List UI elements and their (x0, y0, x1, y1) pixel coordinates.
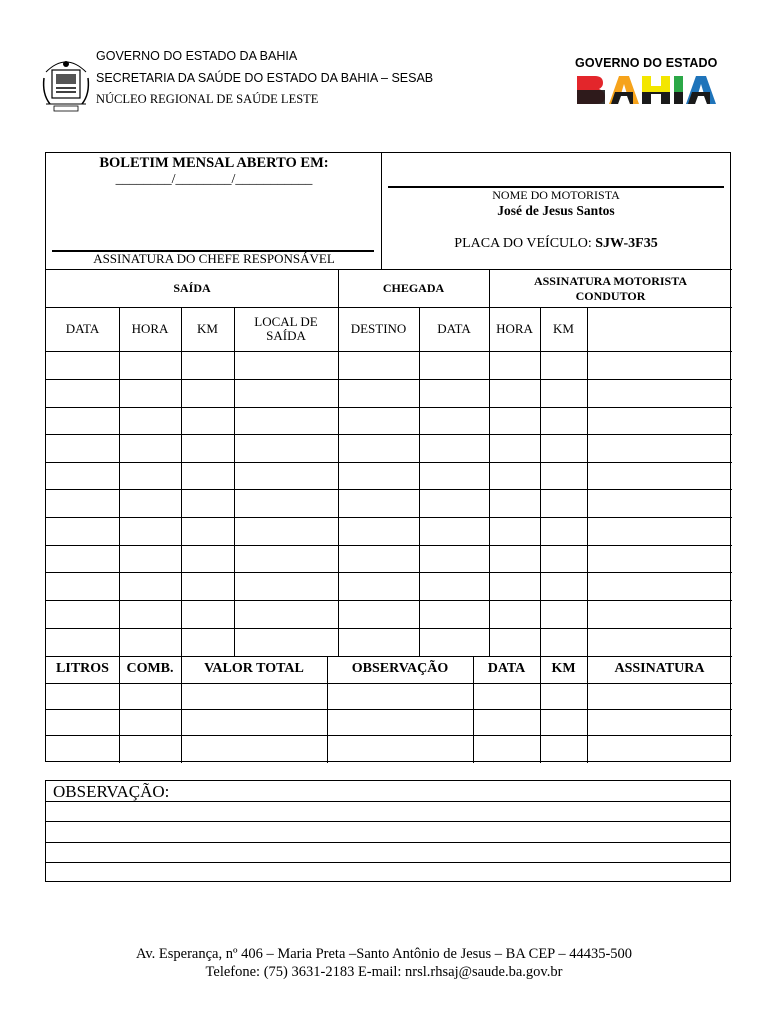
group-header-assinatura-1: ASSINATURA MOTORISTA (533, 274, 688, 288)
footer-address: Av. Esperança, nº 406 – Maria Preta –Santo Antônio de Jesus – BA CEP – 44435-500 (135, 946, 633, 962)
grid-row-line (46, 709, 732, 710)
grid-row-line (46, 572, 732, 573)
fuel-col-km: KM (551, 661, 576, 676)
col-chegada-hora: HORA (496, 321, 533, 336)
bulletin-title: BOLETIM MENSAL ABERTO EM: (99, 155, 329, 171)
group-header-saida: SAÍDA (173, 281, 211, 295)
state-seal-icon (40, 48, 92, 114)
grid-row-line (46, 351, 732, 352)
vehicle-plate (382, 237, 730, 251)
grid-row-line (46, 517, 732, 518)
observation-label: OBSERVAÇÃO: (53, 782, 170, 801)
fuel-col-litros: LITROS (56, 661, 109, 676)
bahia-logo-letters-icon (575, 72, 725, 106)
col-saida-km: KM (197, 321, 218, 336)
col-chegada-data: DATA (437, 321, 471, 336)
fuel-col-comb: COMB. (126, 661, 174, 676)
bulletin-date-blanks: ________/________/___________ (115, 172, 313, 187)
grid-column-line (234, 307, 235, 656)
group-header-assinatura-2: CONDUTOR (575, 289, 646, 303)
header-regional-nucleus: NÚCLEO REGIONAL DE SAÚDE LESTE (96, 92, 319, 106)
vehicle-plate-label: PLACA DO VEÍCULO: (454, 236, 596, 251)
fuel-col-observacao: OBSERVAÇÃO (351, 661, 449, 676)
grid-row-line (46, 683, 732, 684)
grid-column-line (419, 307, 420, 656)
grid-row-line (46, 489, 732, 490)
col-saida-hora: HORA (131, 321, 169, 336)
header-secretariat-title: SECRETARIA DA SAÚDE DO ESTADO DA BAHIA – SESAB (96, 71, 434, 85)
logo-top-text: GOVERNO DO ESTADO (575, 56, 718, 70)
vehicle-plate-value: SJW-3F35 (595, 236, 658, 251)
driver-name-label: NOME DO MOTORISTA (492, 188, 620, 202)
col-chegada-km: KM (553, 321, 574, 336)
grid-column-line (119, 307, 120, 656)
grid-row-line (46, 600, 732, 601)
vehicle-log-form (45, 152, 731, 762)
observation-box (45, 780, 731, 882)
grid-row-line (46, 434, 732, 435)
grid-row-line (46, 407, 732, 408)
grid-column-line (489, 307, 490, 656)
grid-column-line (181, 307, 182, 656)
driver-name-value: José de Jesus Santos (497, 203, 615, 218)
col-local-saida: LOCAL DE SAÍDA (254, 314, 318, 343)
grid-column-line (587, 307, 588, 656)
grid-row-line (46, 656, 732, 657)
grid-row-line (46, 379, 732, 380)
grid-row-line (46, 462, 732, 463)
col-saida-data: DATA (65, 321, 100, 336)
chief-signature-label: ASSINATURA DO CHEFE RESPONSÁVEL (93, 251, 335, 266)
grid-row-line (46, 545, 732, 546)
grid-row-line (46, 628, 732, 629)
fuel-col-assinatura: ASSINATURA (614, 661, 705, 676)
grid-row-line (46, 735, 732, 736)
footer-contact: Telefone: (75) 3631-2183 E-mail: nrsl.rhsaj@saude.ba.gov.br (205, 964, 563, 980)
fuel-col-valor-total: VALOR TOTAL (204, 661, 304, 676)
bahia-government-logo (575, 56, 725, 106)
header-government-title: GOVERNO DO ESTADO DA BAHIA (96, 49, 298, 63)
group-header-chegada: CHEGADA (382, 281, 445, 295)
grid-column-line (338, 307, 339, 656)
col-destino: DESTINO (350, 321, 407, 336)
grid-column-line (540, 307, 541, 656)
fuel-col-data: DATA (487, 661, 526, 676)
